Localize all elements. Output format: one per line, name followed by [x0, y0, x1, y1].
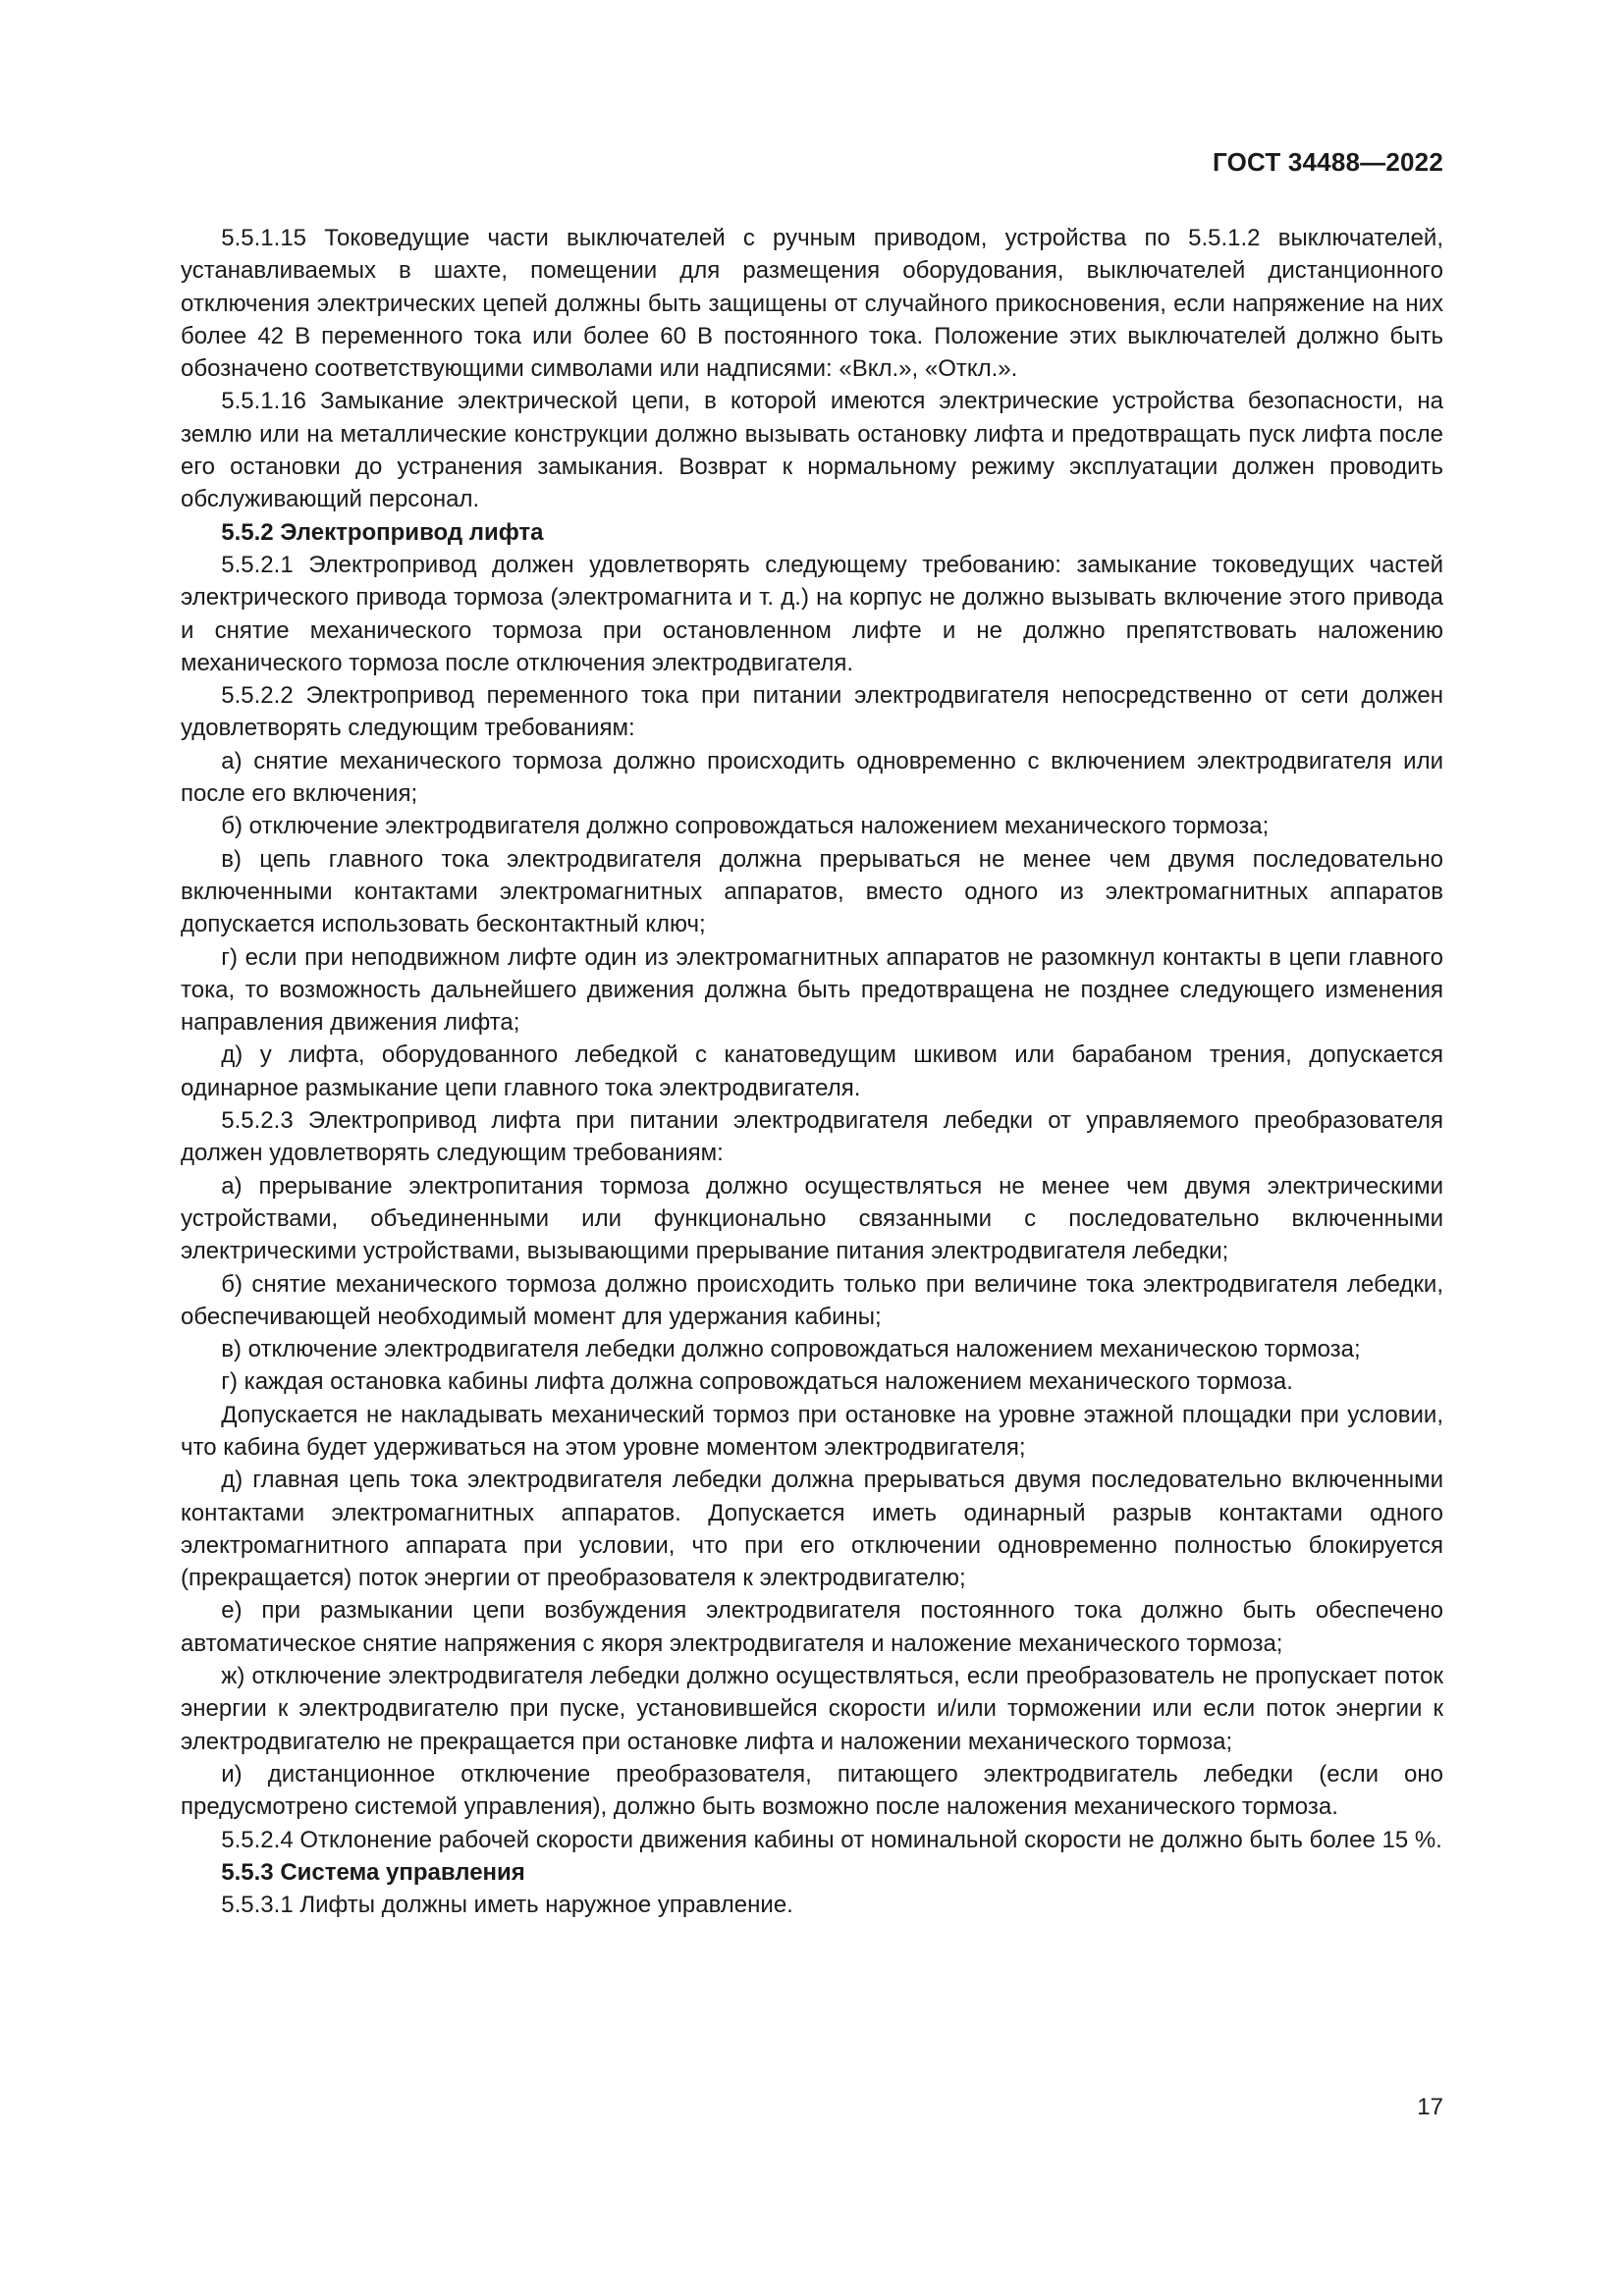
list-item-a: а) снятие механического тормоза должно происходить одновременно с включением электродвигателя или после его включения; [181, 747, 1443, 808]
list-item-a: а) прерывание электропитания тормоза должно осуществляться не менее чем двумя электрическими устройствами, объединенными или функционально связанными с последовательно включенными электрическими устройствами, вызывающими прерывание питания электродвигателя лебедки; [181, 1172, 1443, 1265]
paragraph-5-5-2-3: 5.5.2.3 Электропривод лифта при питании электродвигателя лебедки от управляемого преобразователя должен удовлетворять следующим требованиям: [181, 1107, 1443, 1167]
list-item-d: д) главная цепь тока электродвигателя лебедки должна прерываться двумя последовательно включенными контактами электромагнитных аппаратов. Допускается иметь одинарный разрыв контактами одного электромагнитного аппарата при условии, что при его отключении одновременно полностью блокируется (прекращается) поток энергии от преобразователя к электродвигателю; [181, 1467, 1443, 1592]
paragraph-5-5-1-15: 5.5.1.15 Токоведущие части выключателей с ручным приводом, устройства по 5.5.1.2 выключателей, устанавливаемых в шахте, помещении для размещения оборудования, выключателей дистанционного отключения электрических цепей должны быть защищены от случайного прикосновения, если напряжение на них более 42 В переменного тока или более 60 В постоянного тока. Положение этих выключателей должно быть обозначено соответствующими символами или надписями: «Вкл.», «Откл.». [181, 225, 1443, 383]
list-item-v: в) отключение электродвигателя лебедки должно сопровождаться наложением механическою тормоза; [221, 1336, 1361, 1363]
list-item-d: д) у лифта, оборудованного лебедкой с канатоведущим шкивом или барабаном трения, допускается одинарное размыкание цепи главного тока электродвигателя. [181, 1041, 1443, 1101]
list-item-i: и) дистанционное отключение преобразователя, питающего электродвигатель лебедки (если оно предусмотрено системой управления), должно быть возможно после наложения механического тормоза. [181, 1760, 1443, 1821]
paragraph-5-5-3-1: 5.5.3.1 Лифты должны иметь наружное управление. [221, 1892, 793, 1919]
list-item-e: е) при размыкании цепи возбуждения электродвигателя постоянного тока должно быть обеспечено автоматическое снятие напряжения с якоря электродвигателя и наложение механического тормоза; [181, 1597, 1443, 1657]
list-item-v: в) цепь главного тока электродвигателя должна прерываться не менее чем двумя последовательно включенными контактами электромагнитных аппаратов, вместо одного из электромагнитных аппаратов допускается использовать бесконтактный ключ; [181, 845, 1443, 938]
paragraph-5-5-2-4: 5.5.2.4 Отклонение рабочей скорости движения кабины от номинальной скорости не должно быть более 15 %. [221, 1826, 1442, 1853]
document-body [181, 222, 1443, 1921]
page-number: 17 [1417, 2094, 1443, 2120]
paragraph-allowance: Допускается не накладывать механический тормоз при остановке на уровне этажной площадки при условии, что кабина будет удерживаться на этом уровне моментом электродвигателя; [181, 1401, 1443, 1461]
list-item-b: б) снятие механического тормоза должно происходить только при величине тока электродвигателя лебедки, обеспечивающей необходимый момент для удержания кабины; [181, 1270, 1443, 1330]
section-heading-5-5-2: 5.5.2 Электропривод лифта [221, 518, 544, 546]
document-code: ГОСТ 34488—2022 [1213, 147, 1443, 177]
section-heading-5-5-3: 5.5.3 Система управления [221, 1858, 525, 1886]
list-item-g: г) если при неподвижном лифте один из электромагнитных аппаратов не разомкнул контакты в цепи главного тока, то возможность дальнейшего движения должна быть предотвращена не позднее следующего изменения направления движения лифта; [181, 943, 1443, 1037]
list-item-zh: ж) отключение электродвигателя лебедки должно осуществляться, если преобразователь не пропускает поток энергии к электродвигателю при пуске, установившейся скорости и/или торможении или если поток энергии к электродвигателю не прекращается при остановке лифта и наложении механического тормоза; [181, 1663, 1443, 1755]
list-item-g: г) каждая остановка кабины лифта должна сопровождаться наложением механического тормоза. [221, 1368, 1293, 1396]
list-item-b: б) отключение электродвигателя должно сопровождаться наложением механического тормоза; [221, 813, 1270, 840]
paragraph-5-5-2-2: 5.5.2.2 Электропривод переменного тока при питании электродвигателя непосредственно от сети должен удовлетворять следующим требованиям: [181, 682, 1443, 742]
paragraph-5-5-1-16: 5.5.1.16 Замыкание электрической цепи, в которой имеются электрические устройства безопасности, на землю или на металлические конструкции должно вызывать остановку лифта и предотвращать пуск лифта после его остановки до устранения замыкания. Возврат к нормальному режиму эксплуатации должен проводить обслуживающий персонал. [181, 388, 1443, 513]
paragraph-5-5-2-1: 5.5.2.1 Электропривод должен удовлетворять следующему требованию: замыкание токоведущих частей электрического привода тормоза (электромагнита и т. д.) на корпус не должно вызывать включение этого привода и снятие механического тормоза при остановленном лифте и не должно препятствовать наложению механического тормоза после отключения электродвигателя. [181, 551, 1443, 676]
